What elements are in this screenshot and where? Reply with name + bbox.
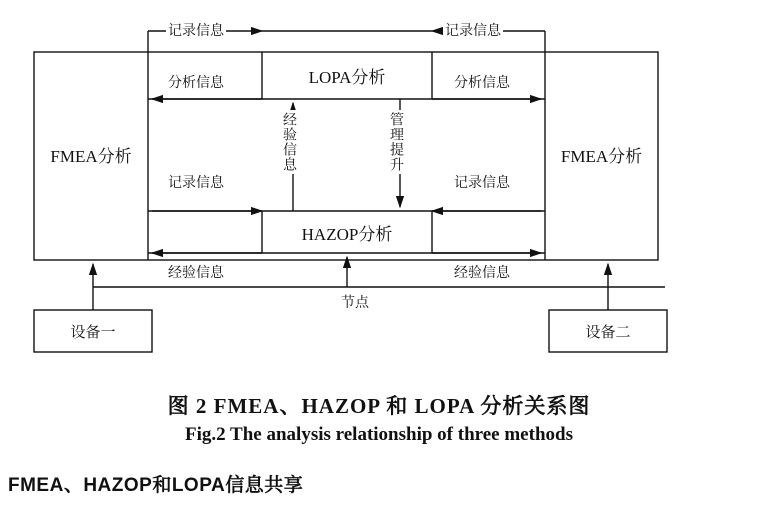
edge-label-top-left: 记录信息 — [166, 20, 226, 40]
device-right-label: 设备二 — [585, 324, 631, 341]
edge-label-upper-right: 分析信息 — [452, 72, 512, 92]
node-center-label: 节点 — [341, 296, 369, 311]
footer-note: FMEA、HAZOP和LOPA信息共享 — [8, 475, 304, 496]
edge-label-mid-right: 记录信息 — [452, 172, 512, 192]
node-left-fmea: FMEA分析 — [50, 146, 132, 166]
edge-label-upper-left: 分析信息 — [166, 72, 226, 92]
edge-label-center-right-vertical: 管理提升 — [385, 110, 405, 174]
node-bottom-hazop: HAZOP分析 — [301, 224, 393, 244]
edge-label-top-right: 记录信息 — [443, 20, 503, 40]
edge-label-center-left-vertical: 经验信息 — [278, 110, 298, 174]
node-right-fmea: FMEA分析 — [560, 146, 643, 166]
edge-label-bottom-left: 经验信息 — [166, 262, 226, 282]
figure-caption-en: Fig.2 The analysis relationship of three methods — [185, 424, 573, 445]
edge-label-mid-left: 记录信息 — [166, 172, 226, 192]
figure-caption-zh: 图 2 FMEA、HAZOP 和 LOPA 分析关系图 — [167, 394, 591, 418]
device-left-label: 设备一 — [70, 324, 116, 341]
edge-label-bottom-right: 经验信息 — [452, 262, 512, 282]
node-top-lopa: LOPA分析 — [308, 67, 386, 87]
